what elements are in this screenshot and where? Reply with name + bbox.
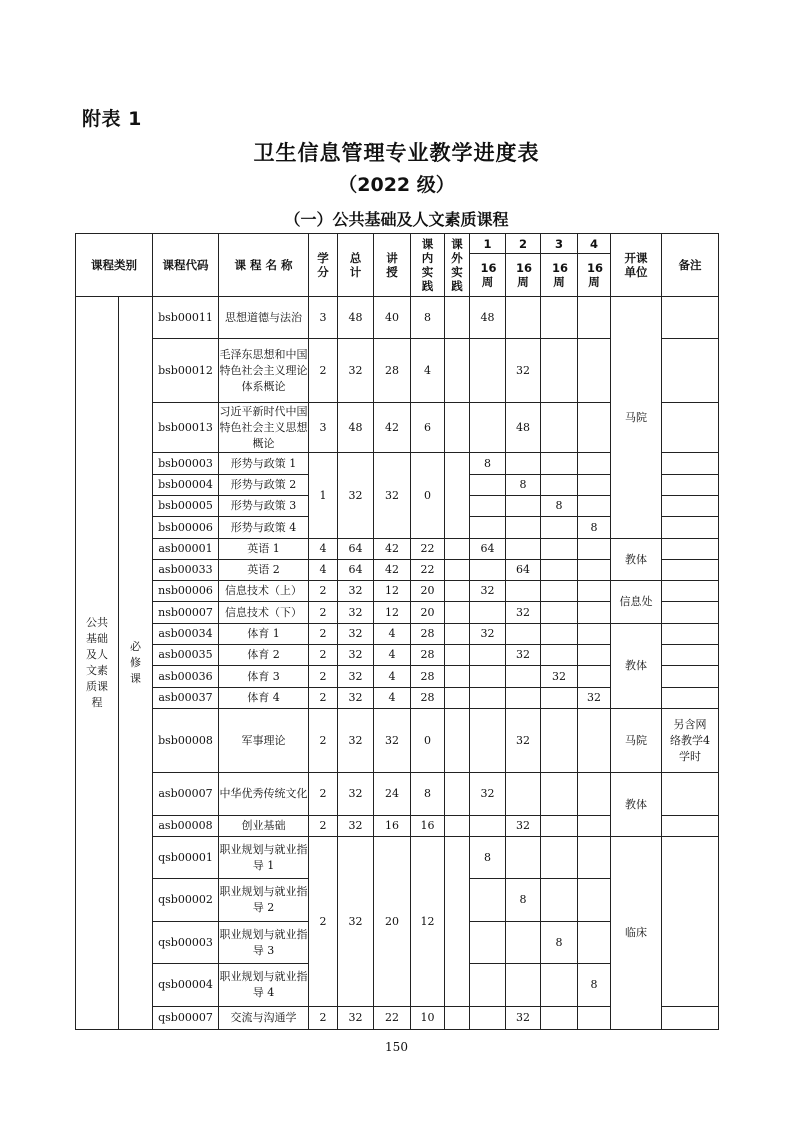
course-code: qsb00004 (153, 964, 219, 1007)
table-row (76, 297, 719, 339)
semester-3-hours: 8 (541, 922, 578, 964)
note-cell (662, 339, 719, 403)
out-practice-hours (445, 560, 470, 581)
dept-cell: 马院 (611, 297, 662, 539)
header-in-practice (411, 234, 445, 297)
semester-3-hours (541, 475, 578, 496)
table-row (76, 709, 719, 773)
header-semester-1: 1 (470, 234, 506, 254)
in-practice-hours: 4 (411, 339, 445, 403)
lecture-hours: 22 (374, 1007, 411, 1030)
credits: 2 (309, 688, 338, 709)
total-hours: 32 (338, 837, 374, 1007)
semester-4-hours (578, 645, 611, 666)
in-practice-hours: 8 (411, 773, 445, 816)
semester-1-hours (470, 1007, 506, 1030)
credits: 2 (309, 602, 338, 624)
semester-1-hours (470, 666, 506, 688)
header-weeks-4 (578, 254, 611, 297)
course-code: bsb00004 (153, 475, 219, 496)
note-cell (662, 816, 719, 837)
dept-cell: 教体 (611, 624, 662, 709)
lecture-hours: 12 (374, 581, 411, 602)
semester-3-hours (541, 297, 578, 339)
header-semester-4: 4 (578, 234, 611, 254)
header-lecture (374, 234, 411, 297)
course-name: 形势与政策 2 (219, 475, 309, 496)
course-name: 职业规划与就业指导 3 (219, 922, 309, 964)
semester-4-hours (578, 602, 611, 624)
course-name: 体育 4 (219, 688, 309, 709)
course-name: 信息技术（上） (219, 581, 309, 602)
in-practice-hours: 16 (411, 816, 445, 837)
course-code: qsb00002 (153, 879, 219, 922)
header-total-text: 总计 (349, 251, 362, 279)
semester-4-hours (578, 922, 611, 964)
semester-1-hours (470, 688, 506, 709)
semester-2-hours (506, 964, 541, 1007)
header-weeks-3-text: 16周 (552, 261, 569, 289)
dept-cell: 教体 (611, 539, 662, 581)
semester-2-hours: 32 (506, 339, 541, 403)
in-practice-hours: 28 (411, 666, 445, 688)
in-practice-hours: 22 (411, 560, 445, 581)
semester-2-hours (506, 517, 541, 539)
semester-4-hours (578, 1007, 611, 1030)
semester-4-hours (578, 879, 611, 922)
note-cell (662, 645, 719, 666)
course-name: 交流与沟通学 (219, 1007, 309, 1030)
semester-2-hours (506, 453, 541, 475)
total-hours: 64 (338, 539, 374, 560)
semester-1-hours (470, 339, 506, 403)
lecture-hours: 4 (374, 688, 411, 709)
document-subtitle: （2022 级） (338, 174, 455, 196)
header-out-practice (445, 234, 470, 297)
course-code: bsb00003 (153, 453, 219, 475)
in-practice-hours: 10 (411, 1007, 445, 1030)
note-cell (662, 688, 719, 709)
lecture-hours: 4 (374, 645, 411, 666)
semester-4-hours (578, 475, 611, 496)
semester-4-hours (578, 666, 611, 688)
note-cell (662, 624, 719, 645)
course-code: bsb00011 (153, 297, 219, 339)
course-name: 形势与政策 1 (219, 453, 309, 475)
header-dept-text: 开课单位 (624, 251, 648, 279)
out-practice-hours (445, 837, 470, 1007)
course-name: 形势与政策 3 (219, 496, 309, 517)
header-semester-2: 2 (506, 234, 541, 254)
out-practice-hours (445, 453, 470, 539)
dept-cell: 教体 (611, 773, 662, 837)
out-practice-hours (445, 297, 470, 339)
category-main-text: 公共基础及人文素质课程 (86, 616, 108, 709)
out-practice-hours (445, 339, 470, 403)
semester-4-hours (578, 297, 611, 339)
semester-3-hours (541, 602, 578, 624)
note-cell (662, 453, 719, 475)
total-hours: 32 (338, 645, 374, 666)
semester-1-hours: 32 (470, 624, 506, 645)
semester-3-hours (541, 773, 578, 816)
header-code: 课程代码 (153, 234, 219, 297)
course-code: bsb00008 (153, 709, 219, 773)
course-name: 中华优秀传统文化 (219, 773, 309, 816)
header-dept (611, 234, 662, 297)
lecture-hours: 42 (374, 560, 411, 581)
credits: 2 (309, 837, 338, 1007)
semester-4-hours (578, 816, 611, 837)
total-hours: 32 (338, 339, 374, 403)
out-practice-hours (445, 1007, 470, 1030)
out-practice-hours (445, 624, 470, 645)
semester-2-hours: 32 (506, 709, 541, 773)
category-sub-text: 必修课 (130, 640, 141, 685)
semester-1-hours (470, 602, 506, 624)
semester-4-hours (578, 560, 611, 581)
course-code: nsb00006 (153, 581, 219, 602)
total-hours: 32 (338, 1007, 374, 1030)
semester-4-hours (578, 496, 611, 517)
semester-2-hours (506, 773, 541, 816)
semester-4-hours (578, 453, 611, 475)
course-code: bsb00005 (153, 496, 219, 517)
course-name: 职业规划与就业指导 1 (219, 837, 309, 879)
out-practice-hours (445, 773, 470, 816)
header-weeks-1-text: 16周 (480, 261, 497, 289)
note-cell (662, 773, 719, 816)
semester-2-hours (506, 624, 541, 645)
course-name: 创业基础 (219, 816, 309, 837)
in-practice-hours: 6 (411, 403, 445, 453)
semester-1-hours (470, 709, 506, 773)
note-cell (662, 539, 719, 560)
course-name: 毛泽东思想和中国特色社会主义理论体系概论 (219, 339, 309, 403)
semester-4-hours (578, 773, 611, 816)
course-code: qsb00003 (153, 922, 219, 964)
lecture-hours: 24 (374, 773, 411, 816)
semester-1-hours: 32 (470, 581, 506, 602)
course-name: 形势与政策 4 (219, 517, 309, 539)
course-name: 职业规划与就业指导 4 (219, 964, 309, 1007)
out-practice-hours (445, 816, 470, 837)
note-cell (662, 403, 719, 453)
out-practice-hours (445, 602, 470, 624)
semester-3-hours (541, 560, 578, 581)
section-title: （一）公共基础及人文素质课程 (284, 210, 509, 229)
semester-3-hours (541, 879, 578, 922)
table-row (76, 539, 719, 560)
semester-2-hours (506, 539, 541, 560)
semester-3-hours (541, 339, 578, 403)
semester-2-hours: 32 (506, 1007, 541, 1030)
header-weeks-1 (470, 254, 506, 297)
semester-3-hours (541, 1007, 578, 1030)
course-code: asb00037 (153, 688, 219, 709)
total-hours: 32 (338, 581, 374, 602)
note-cell (662, 297, 719, 339)
course-code: qsb00007 (153, 1007, 219, 1030)
semester-1-hours (470, 475, 506, 496)
course-code: nsb00007 (153, 602, 219, 624)
course-name: 思想道德与法治 (219, 297, 309, 339)
lecture-hours: 4 (374, 624, 411, 645)
appendix-label: 附表 1 (82, 108, 142, 130)
lecture-hours: 32 (374, 709, 411, 773)
semester-1-hours: 8 (470, 453, 506, 475)
credits: 2 (309, 339, 338, 403)
total-hours: 32 (338, 773, 374, 816)
semester-1-hours: 64 (470, 539, 506, 560)
total-hours: 48 (338, 297, 374, 339)
semester-2-hours: 32 (506, 645, 541, 666)
total-hours: 32 (338, 602, 374, 624)
header-row-1 (76, 234, 719, 254)
semester-4-hours (578, 339, 611, 403)
semester-2-hours (506, 666, 541, 688)
lecture-hours: 4 (374, 666, 411, 688)
dept-cell: 信息处 (611, 581, 662, 624)
table-row (76, 773, 719, 816)
credits: 2 (309, 666, 338, 688)
lecture-hours: 16 (374, 816, 411, 837)
credits: 2 (309, 581, 338, 602)
in-practice-hours: 20 (411, 602, 445, 624)
header-weeks-4-text: 16周 (587, 261, 604, 289)
semester-3-hours: 8 (541, 496, 578, 517)
semester-4-hours (578, 581, 611, 602)
semester-3-hours (541, 709, 578, 773)
table-row (76, 624, 719, 645)
semester-3-hours (541, 837, 578, 879)
header-weeks-2 (506, 254, 541, 297)
table-row (76, 581, 719, 602)
total-hours: 32 (338, 624, 374, 645)
lecture-hours: 40 (374, 297, 411, 339)
document-title: 卫生信息管理专业教学进度表 (253, 141, 540, 165)
course-code: bsb00013 (153, 403, 219, 453)
category-sub-cell (119, 297, 153, 1030)
out-practice-hours (445, 403, 470, 453)
out-practice-hours (445, 645, 470, 666)
course-name: 英语 2 (219, 560, 309, 581)
semester-4-hours (578, 403, 611, 453)
note-cell (662, 837, 719, 1007)
header-total (338, 234, 374, 297)
out-practice-hours (445, 539, 470, 560)
semester-3-hours (541, 539, 578, 560)
semester-4-hours: 8 (578, 964, 611, 1007)
semester-3-hours (541, 581, 578, 602)
total-hours: 48 (338, 403, 374, 453)
header-credits (309, 234, 338, 297)
semester-3-hours (541, 403, 578, 453)
semester-1-hours (470, 879, 506, 922)
credits: 1 (309, 453, 338, 539)
semester-2-hours: 64 (506, 560, 541, 581)
total-hours: 32 (338, 688, 374, 709)
semester-3-hours (541, 453, 578, 475)
course-code: asb00033 (153, 560, 219, 581)
semester-3-hours (541, 816, 578, 837)
in-practice-hours: 20 (411, 581, 445, 602)
header-credits-text: 学分 (317, 251, 329, 279)
lecture-hours: 12 (374, 602, 411, 624)
course-code: asb00008 (153, 816, 219, 837)
semester-2-hours (506, 581, 541, 602)
total-hours: 32 (338, 453, 374, 539)
header-notes: 备注 (662, 234, 719, 297)
semester-1-hours (470, 964, 506, 1007)
total-hours: 64 (338, 560, 374, 581)
course-code: asb00007 (153, 773, 219, 816)
semester-1-hours (470, 816, 506, 837)
course-code: asb00001 (153, 539, 219, 560)
semester-4-hours (578, 709, 611, 773)
semester-2-hours (506, 496, 541, 517)
lecture-hours: 42 (374, 539, 411, 560)
lecture-hours: 42 (374, 403, 411, 453)
course-name: 英语 1 (219, 539, 309, 560)
header-semester-3: 3 (541, 234, 578, 254)
out-practice-hours (445, 666, 470, 688)
in-practice-hours: 12 (411, 837, 445, 1007)
semester-3-hours (541, 688, 578, 709)
in-practice-hours: 8 (411, 297, 445, 339)
semester-1-hours (470, 496, 506, 517)
header-name: 课 程 名 称 (219, 234, 309, 297)
category-main-cell (76, 297, 119, 1030)
semester-3-hours (541, 964, 578, 1007)
header-category: 课程类别 (76, 234, 153, 297)
total-hours: 32 (338, 709, 374, 773)
semester-2-hours (506, 297, 541, 339)
credits: 4 (309, 539, 338, 560)
in-practice-hours: 0 (411, 709, 445, 773)
in-practice-hours: 28 (411, 688, 445, 709)
credits: 2 (309, 624, 338, 645)
credits: 3 (309, 297, 338, 339)
lecture-hours: 28 (374, 339, 411, 403)
in-practice-hours: 0 (411, 453, 445, 539)
course-code: asb00034 (153, 624, 219, 645)
semester-3-hours (541, 624, 578, 645)
credits: 2 (309, 1007, 338, 1030)
note-cell (662, 666, 719, 688)
in-practice-hours: 28 (411, 645, 445, 666)
course-name: 体育 3 (219, 666, 309, 688)
page-number: 150 (385, 1040, 408, 1054)
semester-4-hours (578, 624, 611, 645)
course-code: bsb00006 (153, 517, 219, 539)
semester-4-hours: 8 (578, 517, 611, 539)
semester-3-hours (541, 517, 578, 539)
note-cell (662, 475, 719, 496)
header-in-practice-text: 课内实践 (421, 237, 434, 293)
course-code: asb00036 (153, 666, 219, 688)
semester-1-hours (470, 922, 506, 964)
semester-4-hours (578, 837, 611, 879)
credits: 3 (309, 403, 338, 453)
note-cell (662, 602, 719, 624)
note-cell (662, 581, 719, 602)
semester-1-hours: 48 (470, 297, 506, 339)
in-practice-hours: 22 (411, 539, 445, 560)
out-practice-hours (445, 581, 470, 602)
semester-3-hours: 32 (541, 666, 578, 688)
note-cell (662, 560, 719, 581)
semester-2-hours (506, 922, 541, 964)
header-weeks-2-text: 16周 (516, 261, 533, 289)
in-practice-hours: 28 (411, 624, 445, 645)
header-lecture-text: 讲授 (386, 251, 398, 279)
course-name: 信息技术（下） (219, 602, 309, 624)
out-practice-hours (445, 709, 470, 773)
total-hours: 32 (338, 816, 374, 837)
semester-1-hours (470, 403, 506, 453)
semester-3-hours (541, 645, 578, 666)
out-practice-hours (445, 688, 470, 709)
semester-2-hours (506, 837, 541, 879)
credits: 2 (309, 709, 338, 773)
semester-1-hours (470, 645, 506, 666)
credits: 4 (309, 560, 338, 581)
semester-2-hours: 8 (506, 879, 541, 922)
course-name: 军事理论 (219, 709, 309, 773)
semester-2-hours: 32 (506, 816, 541, 837)
semester-1-hours (470, 560, 506, 581)
course-name: 习近平新时代中国特色社会主义思想概论 (219, 403, 309, 453)
semester-2-hours: 32 (506, 602, 541, 624)
note-cell (662, 496, 719, 517)
course-code: qsb00001 (153, 837, 219, 879)
teaching-schedule-table (75, 233, 719, 1030)
course-code: asb00035 (153, 645, 219, 666)
semester-2-hours: 8 (506, 475, 541, 496)
note-cell (662, 517, 719, 539)
note-cell (662, 709, 719, 773)
semester-2-hours (506, 688, 541, 709)
semester-1-hours (470, 517, 506, 539)
lecture-hours: 32 (374, 453, 411, 539)
semester-2-hours: 48 (506, 403, 541, 453)
lecture-hours: 20 (374, 837, 411, 1007)
course-code: bsb00012 (153, 339, 219, 403)
semester-4-hours (578, 539, 611, 560)
semester-1-hours: 8 (470, 837, 506, 879)
dept-cell: 马院 (611, 709, 662, 773)
credits: 2 (309, 773, 338, 816)
course-name: 体育 1 (219, 624, 309, 645)
course-name: 体育 2 (219, 645, 309, 666)
semester-4-hours: 32 (578, 688, 611, 709)
credits: 2 (309, 645, 338, 666)
course-name: 职业规划与就业指导 2 (219, 879, 309, 922)
header-weeks-3 (541, 254, 578, 297)
total-hours: 32 (338, 666, 374, 688)
note-text: 另含网络教学4 学时 (670, 717, 710, 763)
dept-cell: 临床 (611, 837, 662, 1030)
credits: 2 (309, 816, 338, 837)
header-out-practice-text: 课外实践 (451, 237, 463, 293)
semester-1-hours: 32 (470, 773, 506, 816)
note-cell (662, 1007, 719, 1030)
table-row (76, 837, 719, 879)
